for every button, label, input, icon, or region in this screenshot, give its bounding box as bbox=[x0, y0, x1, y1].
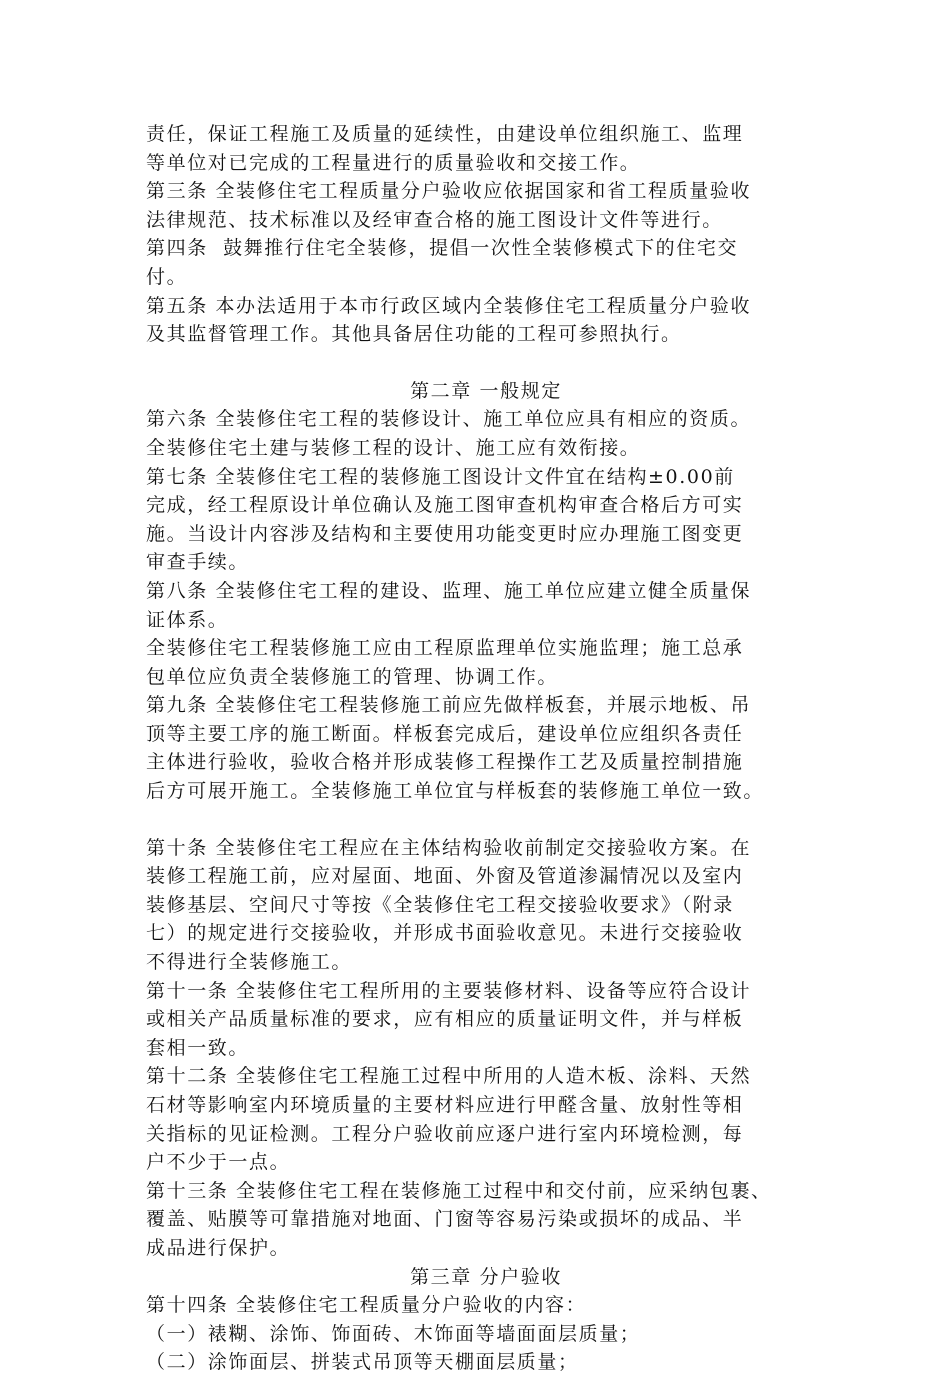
article-14-item-2: （二）涂饰面层、拼装式吊顶等天棚面层质量； bbox=[146, 1351, 579, 1374]
article-13: 第十三条 全装修住宅工程在装修施工过程中和交付前，应采纳包裹、 覆盖、贴膜等可靠措施对地面、门窗等容易污染或损坏的成品、半 成品进行保护。 bbox=[146, 1179, 772, 1259]
article-10: 第十条 全装修住宅工程应在主体结构验收前制定交接验收方案。在 装修工程施工前，应对屋面、地面、外窗及管道渗漏情况以及室内 装修基层、空间尺寸等按《全装修住宅工程交接验收要求》（附录 七）的规定进行交接验收，并形成书面验收意见。未进行交接验收 不得进行全装修施工。 bbox=[146, 836, 752, 974]
article-6: 第六条 全装修住宅工程的装修设计、施工单位应具有相应的资质。 全装修住宅土建与装修工程的设计、施工应有效衔接。 bbox=[146, 408, 752, 459]
article-14-item-1: （一）裱糊、涂饰、饰面砖、木饰面等墙面面层质量； bbox=[146, 1322, 641, 1345]
chapter-2-heading: 第二章 一般规定 bbox=[410, 379, 562, 402]
article-12: 第十二条 全装修住宅工程施工过程中所用的人造木板、涂料、天然 石材等影响室内环境质量的主要材料应进行甲醛含量、放射性等相 关指标的见证检测。工程分户验收前应逐户进行室内环境检测，每 户不少于一点。 bbox=[146, 1065, 752, 1174]
article-8: 第八条 全装修住宅工程的建设、监理、施工单位应建立健全质量保 证体系。 bbox=[146, 579, 752, 631]
paragraph-continuation: 责任，保证工程施工及质量的延续性，由建设单位组织施工、监理 等单位对已完成的工程量进行的质量验收和交接工作。 bbox=[146, 123, 744, 174]
article-14: 第十四条 全装修住宅工程质量分户验收的内容： bbox=[146, 1294, 587, 1317]
article-5: 第五条 本办法适用于本市行政区域内全装修住宅工程质量分户验收 及其监督管理工作。其他具备居住功能的工程可参照执行。 bbox=[146, 294, 752, 346]
article-4: 第四条 鼓舞推行住宅全装修，提倡一次性全装修模式下的住宅交 付。 bbox=[146, 237, 739, 288]
chapter-3-heading: 第三章 分户验收 bbox=[410, 1265, 562, 1288]
article-8-supplement: 全装修住宅工程装修施工应由工程原监理单位实施监理；施工总承 包单位应负责全装修施工的管理、协调工作。 bbox=[146, 637, 744, 688]
article-9: 第九条 全装修住宅工程装修施工前应先做样板套，并展示地板、吊 顶等主要工序的施工断面。样板套完成后，建设单位应组织各责任 主体进行验收，验收合格并形成装修工程操作工艺及质量控制措施 后方可展开施工。全装修施工单位宜与样板套的装修施工单位一致。 bbox=[146, 694, 765, 803]
article-7: 第七条 全装修住宅工程的装修施工图设计文件宜在结构±0.00前 完成，经工程原设计单位确认及施工图审查机构审查合格后方可实 施。当设计内容涉及结构和主要使用功能变更时应办理施工图变更 审查手续。 bbox=[146, 465, 744, 574]
document-body bbox=[146, 120, 826, 1377]
article-3: 第三条 全装修住宅工程质量分户验收应依据国家和省工程质量验收 法律规范、技术标准以及经审查合格的施工图设计文件等进行。 bbox=[146, 180, 752, 231]
article-11: 第十一条 全装修住宅工程所用的主要装修材料、设备等应符合设计 或相关产品质量标准的要求，应有相应的质量证明文件，并与样板 套相一致。 bbox=[146, 979, 752, 1059]
